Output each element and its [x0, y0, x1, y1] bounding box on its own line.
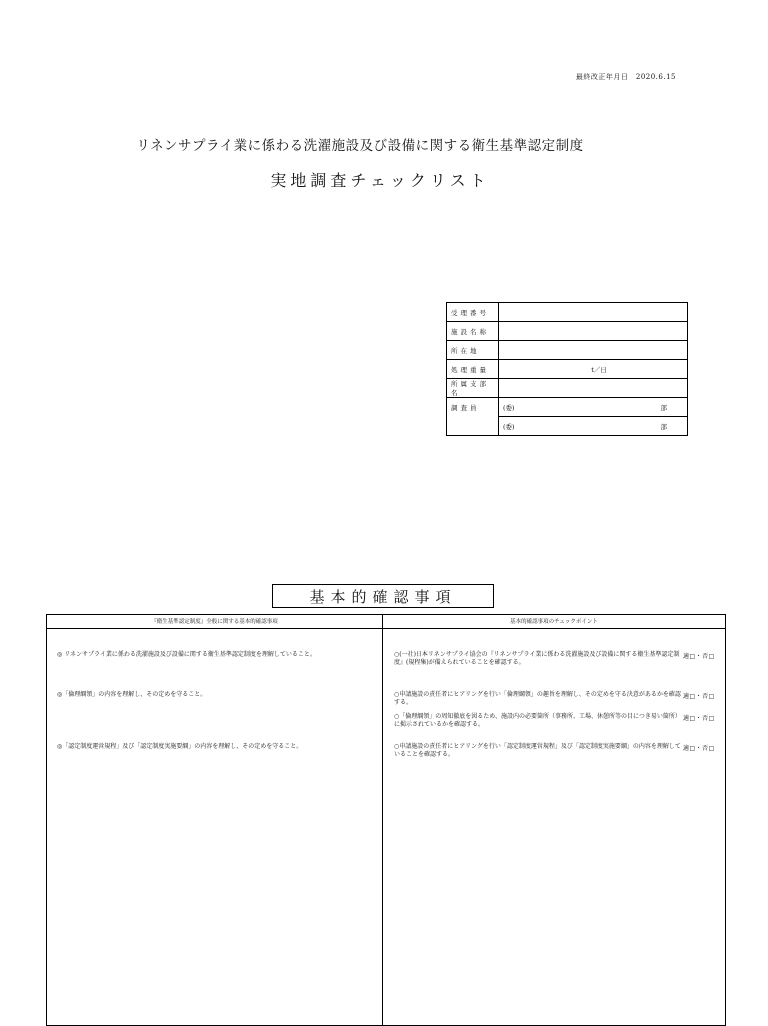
inspector-value: [499, 417, 688, 436]
info-row: [447, 303, 688, 322]
requirement-item: ◎「倫理綱領」の内容を理解し、その定めを守ること。: [57, 691, 207, 698]
info-label: 施設名称: [447, 322, 499, 341]
checkpoints-column-header: 基本的確認事項のチェックポイント: [510, 619, 598, 625]
section-heading: 基本的確認事項: [272, 584, 494, 608]
checklist-table: [46, 614, 726, 1026]
info-row: [447, 379, 688, 398]
compliance-checkbox[interactable]: 適□・否□: [683, 745, 715, 752]
info-row: [447, 322, 688, 341]
info-value: [499, 360, 688, 379]
info-value: [499, 303, 688, 322]
checkpoint-text: ○「倫理綱領」の周知徹底を図るため、施設内の必要箇所（事務所、工場、休憩所等の目につき易い箇所）に掲示されているかを確認する。: [394, 713, 681, 728]
info-row: [447, 398, 688, 417]
inspector-suffix: 部: [660, 423, 667, 431]
info-label: 所属支部名: [447, 379, 499, 398]
inspector-suffix: 部: [660, 404, 667, 412]
info-row: [447, 341, 688, 360]
inspector-prefix: (委): [503, 423, 515, 431]
requirement-item: ◎ リネンサプライ業に係わる洗濯施設及び設備に関する衛生基準認定制度を理解していること。: [57, 651, 316, 658]
document-title: リネンサプライ業に係わる洗濯施設及び設備に関する衛生基準認定制度: [136, 138, 584, 154]
processing-weight-unit: t／日: [591, 365, 607, 374]
info-value: [499, 322, 688, 341]
compliance-checkbox[interactable]: 適□・否□: [683, 693, 715, 700]
info-row: [447, 360, 688, 379]
header-divider: [47, 628, 725, 629]
requirements-column-header: 『衛生基準認定制度』全般に関する基本的確認事項: [151, 619, 278, 625]
info-value: [499, 341, 688, 360]
column-divider: [382, 615, 383, 1025]
inspector-value: [499, 398, 688, 417]
application-info-table: [446, 302, 688, 436]
inspector-prefix: (委): [503, 404, 515, 412]
info-label: 所在地: [447, 341, 499, 360]
requirement-item: ◎「認定制度運営規程」及び「認定制度実施要綱」の内容を理解し、その定めを守ること。: [57, 743, 303, 750]
compliance-checkbox[interactable]: 適□・否□: [683, 653, 715, 660]
info-label: 受理番号: [447, 303, 499, 322]
document-subtitle: 実地調査チェックリスト: [270, 171, 490, 190]
compliance-checkbox[interactable]: 適□・否□: [683, 715, 715, 722]
info-value: [499, 379, 688, 398]
checkpoint-text: ○(一社)日本リネンサプライ協会の『リネンサプライ業に係わる洗濯施設及び設備に関する衛生基準認定制度』(規程集)が備えられていることを確認する。: [394, 651, 680, 666]
checkpoint-text: ○申請施設の責任者にヒアリングを行い「認定制度運営規程」及び「認定制度実施要綱」の内容を理解していることを確認する。: [394, 743, 681, 758]
info-label: 処理重量: [447, 360, 499, 379]
checkpoint-text: ○申請施設の責任者にヒアリングを行い「倫理綱領」の趣旨を理解し、その定めを守る決意があるかを確認する。: [394, 691, 681, 706]
info-label: 調査員: [447, 398, 499, 436]
revision-date: 最終改正年月日 2020.6.15: [575, 73, 676, 81]
